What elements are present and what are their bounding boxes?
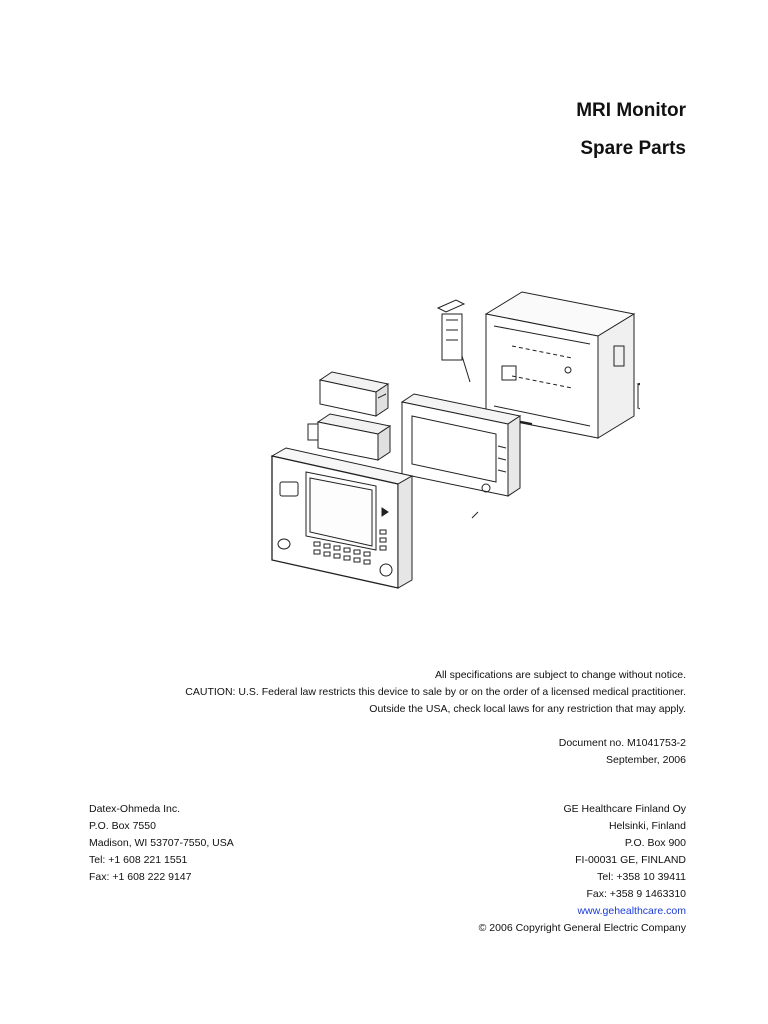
mounting-bracket (438, 300, 470, 382)
caution-line: CAUTION: U.S. Federal law restricts this device to sale by or on the order of a licensed medical practitioner. (185, 686, 686, 698)
address-ge-healthcare (479, 801, 686, 937)
copyright: © 2006 Copyright General Electric Company (478, 922, 686, 934)
address-datex-ohmeda (89, 801, 234, 886)
exploded-view-monitor-drawing (262, 286, 640, 596)
document-number: Document no. M1041753-2 (558, 737, 686, 749)
parameter-module-top (320, 372, 388, 416)
notice-line: All specifications are subject to change without notice. (435, 669, 686, 681)
document-title: MRI Monitor (576, 100, 686, 121)
fax: Fax: +1 608 222 9147 (89, 871, 192, 883)
side-module (638, 378, 640, 416)
fax: Fax: +358 9 1463310 (586, 888, 686, 900)
postal-line: FI-00031 GE, FINLAND (575, 854, 686, 866)
website-link[interactable]: www.gehealthcare.com (577, 905, 686, 917)
telephone: Tel: +358 10 39411 (597, 871, 686, 883)
document-subtitle: Spare Parts (580, 138, 686, 159)
po-box: P.O. Box 900 (624, 837, 686, 849)
notice-line: Outside the USA, check local laws for any restriction that may apply. (369, 703, 686, 715)
display-chassis (402, 394, 520, 518)
company-name: Datex-Ohmeda Inc. (89, 803, 181, 815)
city-line: Helsinki, Finland (608, 820, 686, 832)
document-date: September, 2006 (606, 754, 686, 766)
company-name: GE Healthcare Finland Oy (563, 803, 686, 815)
telephone: Tel: +1 608 221 1551 (89, 854, 188, 866)
po-box: P.O. Box 7550 (89, 820, 156, 832)
parameter-module-bottom (308, 414, 390, 460)
specification-notice (185, 667, 686, 718)
document-info (559, 735, 686, 769)
city-line: Madison, WI 53707-7550, USA (89, 837, 234, 849)
front-bezel (272, 448, 412, 588)
